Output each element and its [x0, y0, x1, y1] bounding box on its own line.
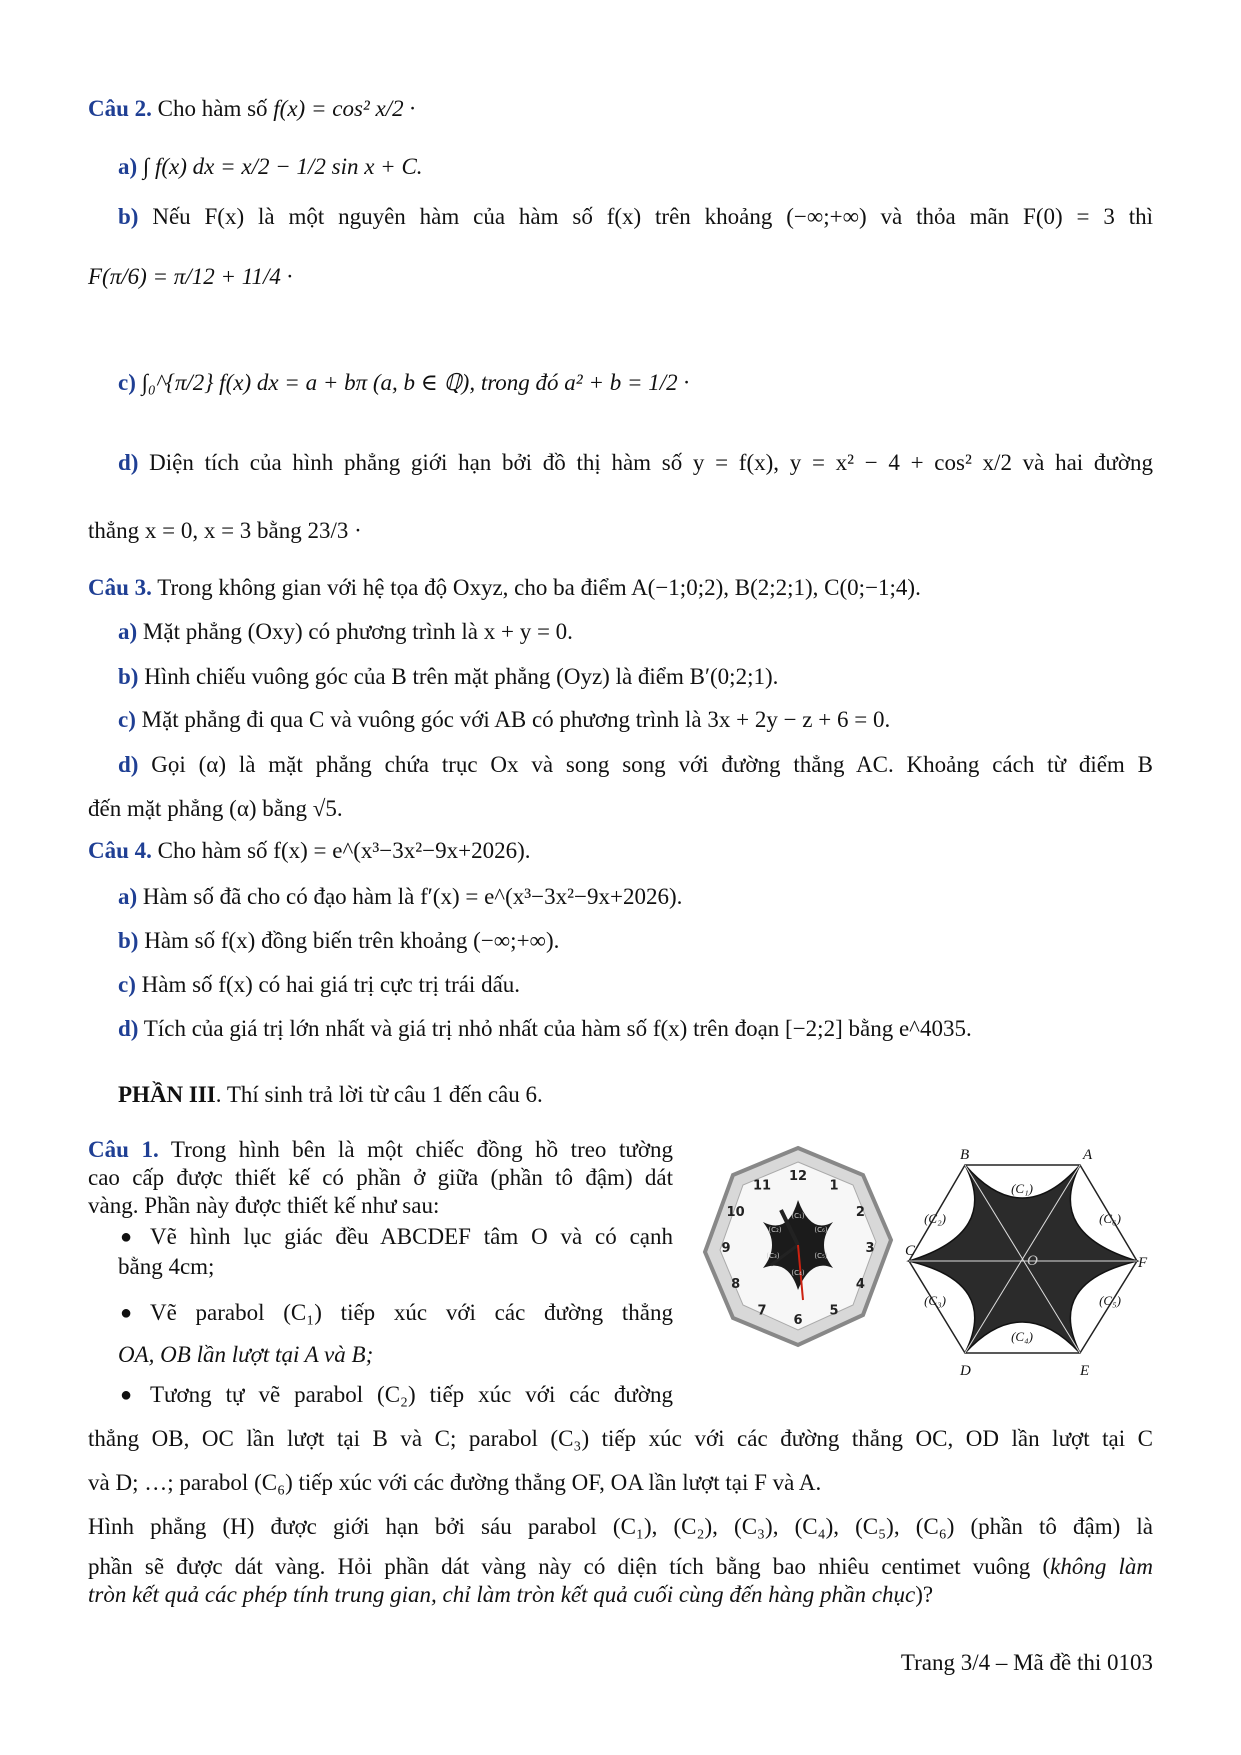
q2-b-line1 [118, 202, 1153, 232]
q4-heading [88, 836, 531, 866]
q1-b3a: Tương tự vẽ parabol (C₂) tiếp xúc với các đường [150, 1382, 673, 1407]
q3-intro: Trong không gian với hệ tọa độ Oxyz, cho ba điểm A(−1;0;2), B(2;2;1), C(0;−1;4). [157, 575, 921, 600]
q1-bullet1b [118, 1252, 214, 1282]
q2-a-text: ∫ f(x) dx = x/2 − 1/2 sin x + C. [142, 154, 423, 179]
q1-label: Câu 1. [88, 1137, 159, 1162]
q1-b1a: Vẽ hình lục giác đều ABCDEF tâm O và có cạnh [150, 1224, 673, 1249]
q3-a-label: a) [118, 619, 138, 644]
q3-d-label: d) [118, 752, 139, 777]
clock-number-9: 9 [721, 1241, 731, 1256]
clock-number-8: 8 [731, 1277, 741, 1292]
q4-c-label: c) [118, 972, 136, 997]
q2-c-label: c) [118, 370, 136, 395]
q2-d-label: d) [118, 450, 139, 475]
q1-line1 [88, 1135, 673, 1165]
clock-number-3: 3 [865, 1241, 875, 1256]
clock-parabola-label: (C₁) [791, 1212, 805, 1220]
q2-a-label: a) [118, 154, 138, 179]
q4-d [118, 1014, 972, 1044]
q3-a-text: Mặt phẳng (Oxy) có phương trình là x + y = 0. [142, 619, 573, 644]
clock-parabola-label: (C₃) [766, 1252, 780, 1260]
q1-bullet2a [150, 1298, 673, 1328]
q2-b-text1: Nếu F(x) là một nguyên hàm của hàm số f(x) trên khoảng (−∞;+∞) và thỏa mãn F(0) = 3 thì [152, 204, 1153, 229]
q2-intro: Cho hàm số [157, 96, 268, 121]
q1-line3 [88, 1191, 439, 1221]
q1-l4: thẳng OB, OC lần lượt tại B và C; parabol (C₃) tiếp xúc với các đường thẳng OC, OD lần lượt tại C [88, 1426, 1153, 1451]
q1-l6: Hình phẳng (H) được giới hạn bởi sáu parabol (C₁), (C₂), (C₃), (C₄), (C₅), (C₆) (phần tô đậm) là [88, 1514, 1153, 1539]
q4-a-text: Hàm số đã cho có đạo hàm là f′(x) = e^(x³−3x²−9x+2026). [142, 884, 683, 909]
clock-number-4: 4 [855, 1277, 865, 1292]
q3-b-text: Hình chiếu vuông góc của B trên mặt phẳng (Oyz) là điểm B′(0;2;1). [144, 664, 779, 689]
q1-l5: và D; …; parabol (C₆) tiếp xúc với các đường thẳng OF, OA lần lượt tại F và A. [88, 1470, 822, 1495]
hexagon-figure [905, 1143, 1148, 1379]
q1-line8 [88, 1580, 933, 1610]
q3-c-label: c) [118, 707, 136, 732]
q3-b [118, 662, 778, 692]
bullet-dot-1: ● [120, 1226, 133, 1248]
q4-intro: Cho hàm số f(x) = e^(x³−3x²−9x+2026). [157, 838, 531, 863]
vertex-label-C: C [905, 1243, 916, 1259]
q1-bullet2b [118, 1340, 373, 1370]
q2-b-label: b) [118, 204, 139, 229]
q4-c-text: Hàm số f(x) có hai giá trị cực trị trái dấu. [141, 972, 521, 997]
q4-c [118, 970, 520, 1000]
clock-number-10: 10 [726, 1205, 745, 1220]
q3-a [118, 617, 573, 647]
q2-b-text2: F(π/6) = π/12 + 11/4 · [88, 264, 293, 289]
q3-d-text2: đến mặt phẳng (α) bằng √5. [88, 796, 343, 821]
q1-l8-italic: tròn kết quả các phép tính trung gian, chỉ làm tròn kết quả cuối cùng đến hàng phần chục [88, 1582, 916, 1607]
q1-b2b: OA, OB lần lượt tại A và B; [118, 1342, 374, 1367]
q2-d-line1 [118, 448, 1153, 478]
q2-label: Câu 2. [88, 96, 152, 121]
bullet-dot-3: ● [120, 1384, 133, 1406]
q3-c-text: Mặt phẳng đi qua C và vuông góc với AB có phương trình là 3x + 2y − z + 6 = 0. [141, 707, 891, 732]
q1-l1: Trong hình bên là một chiếc đồng hồ treo tường [170, 1137, 674, 1162]
clock-number-1: 1 [829, 1178, 839, 1194]
q1-line4 [88, 1424, 1153, 1454]
parabola-label-3: (C₃) [924, 1293, 946, 1308]
q1-l7: phần sẽ được dát vàng. Hỏi phần dát vàng này có diện tích bằng bao nhiêu centimet vuông ( [88, 1554, 1051, 1579]
q3-d-line1 [118, 750, 1153, 780]
clock-figure [693, 1140, 903, 1365]
q3-d-line2 [88, 794, 343, 824]
part3-heading [118, 1080, 543, 1110]
q4-a [118, 882, 682, 912]
parabola-label-6: (C₆) [1099, 1211, 1121, 1226]
q1-line7 [88, 1552, 1153, 1582]
vertex-label-O: O [1027, 1253, 1038, 1269]
q4-b-text: Hàm số f(x) đồng biến trên khoảng (−∞;+∞). [144, 928, 560, 953]
vertex-label-B: B [960, 1147, 970, 1163]
clock-number-2: 2 [855, 1205, 865, 1220]
q2-b-line2 [88, 262, 292, 292]
q4-a-label: a) [118, 884, 138, 909]
clock-parabola-label: (C₅) [814, 1252, 828, 1260]
q3-label: Câu 3. [88, 575, 152, 600]
parabola-label-5: (C₅) [1099, 1293, 1121, 1308]
q1-line6 [88, 1512, 1153, 1542]
q3-heading [88, 573, 921, 603]
q2-d-line2 [88, 516, 362, 546]
vertex-label-F: F [1138, 1255, 1148, 1271]
parabola-label-4: (C₄) [1011, 1329, 1033, 1344]
clock-number-11: 11 [752, 1178, 772, 1194]
part3-text: . Thí sinh trả lời từ câu 1 đến câu 6. [215, 1082, 543, 1107]
q4-b [118, 926, 559, 956]
q2-d-text2: thẳng x = 0, x = 3 bằng 23/3 · [88, 518, 362, 543]
q1-l8-end: )? [915, 1582, 934, 1607]
q2-c [118, 368, 689, 398]
q3-b-label: b) [118, 664, 139, 689]
clock-number-12: 12 [788, 1169, 808, 1184]
q2-function: f(x) = cos² x/2 · [273, 96, 416, 121]
q4-d-text: Tích của giá trị lớn nhất và giá trị nhỏ nhất của hàm số f(x) trên đoạn [−2;2] bằng e^4035. [143, 1016, 972, 1041]
parabola-label-1: (C₁) [1011, 1181, 1033, 1196]
part3-title: PHẦN III [118, 1082, 216, 1107]
q1-line5 [88, 1468, 821, 1498]
vertex-label-E: E [1080, 1363, 1090, 1379]
q4-d-label: d) [118, 1016, 139, 1041]
q1-bullet3a [150, 1380, 673, 1410]
q1-l7-italic: không làm [1050, 1554, 1153, 1579]
q4-b-label: b) [118, 928, 139, 953]
q4-label: Câu 4. [88, 838, 152, 863]
clock-number-6: 6 [793, 1313, 803, 1328]
clock-parabola-label: (C₂) [768, 1226, 782, 1234]
parabola-label-2: (C₂) [924, 1211, 946, 1226]
clock-number-7: 7 [757, 1303, 767, 1319]
q3-c [118, 705, 890, 735]
q1-b1b: bằng 4cm; [118, 1254, 215, 1279]
q2-c-text: ∫₀^{π/2} f(x) dx = a + bπ (a, b ∈ ℚ), trong đó a² + b = 1/2 · [141, 370, 690, 395]
vertex-label-D: D [960, 1363, 971, 1379]
q1-b2a: Vẽ parabol (C₁) tiếp xúc với các đường thẳng [150, 1300, 673, 1325]
vertex-label-A: A [1083, 1147, 1093, 1163]
clock-parabola-label: (C₆) [814, 1226, 828, 1234]
q1-l3: vàng. Phần này được thiết kế như sau: [88, 1193, 440, 1218]
clock-parabola-label: (C₄) [791, 1269, 805, 1277]
page-footer: Trang 3/4 – Mã đề thi 0103 [900, 1650, 1153, 1675]
clock-number-5: 5 [829, 1303, 839, 1319]
q2-a [118, 152, 423, 182]
q2-heading [88, 94, 415, 124]
q1-bullet1a [150, 1222, 673, 1252]
q2-d-text1: Diện tích của hình phẳng giới hạn bởi đồ thị hàm số y = f(x), y = x² − 4 + cos² x/2 và hai đường [149, 450, 1154, 475]
q1-line2 [88, 1163, 673, 1193]
q3-d-text1: Gọi (α) là mặt phẳng chứa trục Ox và song song với đường thẳng AC. Khoảng cách từ điểm B [151, 752, 1154, 777]
bullet-dot-2: ● [120, 1302, 133, 1324]
q1-l2: cao cấp được thiết kế có phần ở giữa (phần tô đậm) dát [88, 1165, 673, 1190]
